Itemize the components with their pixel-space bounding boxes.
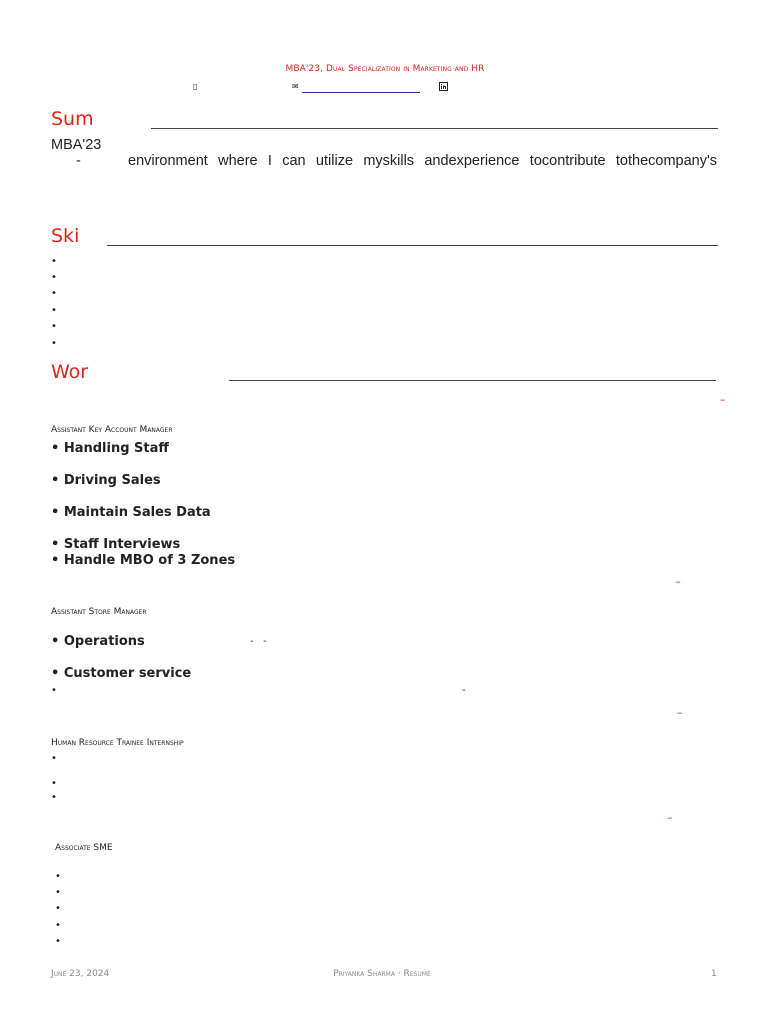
duty-bullet: • [55, 887, 61, 898]
duty-bullet: • [51, 792, 57, 803]
linkedin-icon[interactable] [439, 82, 448, 94]
job-duty: • Driving Sales [51, 473, 161, 488]
footer-date: June 23, 2024 [51, 969, 110, 979]
duty-bullet: • [55, 920, 61, 931]
skill-bullet: • [51, 272, 57, 283]
resume-subtitle: MBA'23, Dual Specialization in Marketing and HR [285, 64, 485, 74]
email-link[interactable] [302, 84, 420, 93]
job-duty: • Handle MBO of 3 Zones [51, 553, 236, 568]
date-dash: – [720, 393, 726, 406]
skill-bullet: • [51, 256, 57, 267]
skills-rule [107, 245, 718, 246]
work-rule [229, 380, 716, 381]
duty-bullet: • [55, 903, 61, 914]
skill-bullet: • [51, 305, 57, 316]
work-section-title: Wor [51, 361, 89, 383]
job-title: Associate SME [55, 843, 113, 853]
duty-bullet: • [51, 753, 57, 764]
envelope-icon[interactable]: ✉ [292, 82, 299, 91]
duty-bullet: • [51, 685, 57, 696]
stray-dashes: - - [250, 636, 267, 647]
job-title: Assistant Key Account Manager [51, 425, 173, 435]
job-duty: • Maintain Sales Data [51, 505, 211, 520]
footer-page-number: 1 [711, 969, 717, 979]
skill-bullet: • [51, 338, 57, 349]
stray-dash: - [462, 685, 466, 696]
date-dash: – [667, 811, 673, 824]
summary-rule [151, 128, 718, 129]
summary-text: environment where I can utilize myskills andexperience tocontribute tothecompany's [128, 153, 717, 169]
job-title: Human Resource Trainee Internship [51, 738, 184, 748]
footer-name: Priyanka Sharma · Resumé [333, 969, 431, 979]
skills-section-title: Ski [51, 225, 80, 247]
skill-bullet: • [51, 288, 57, 299]
duty-bullet: • [51, 778, 57, 789]
summary-degree: MBA'23 [51, 137, 102, 153]
job-duty: • Handling Staff [51, 441, 169, 456]
job-title: Assistant Store Manager [51, 607, 147, 617]
duty-bullet: • [55, 936, 61, 947]
summary-section-title: Sum [51, 108, 94, 130]
date-dash: – [675, 575, 681, 588]
phone-icon[interactable]: ▯ [193, 82, 198, 91]
duty-bullet: • [55, 871, 61, 882]
job-duty: • Customer service [51, 666, 192, 681]
job-duty: • Staff Interviews [51, 537, 181, 552]
skill-bullet: • [51, 321, 57, 332]
date-dash: – [677, 706, 683, 719]
summary-dash: - [76, 153, 81, 169]
job-duty: • Operations [51, 634, 145, 649]
